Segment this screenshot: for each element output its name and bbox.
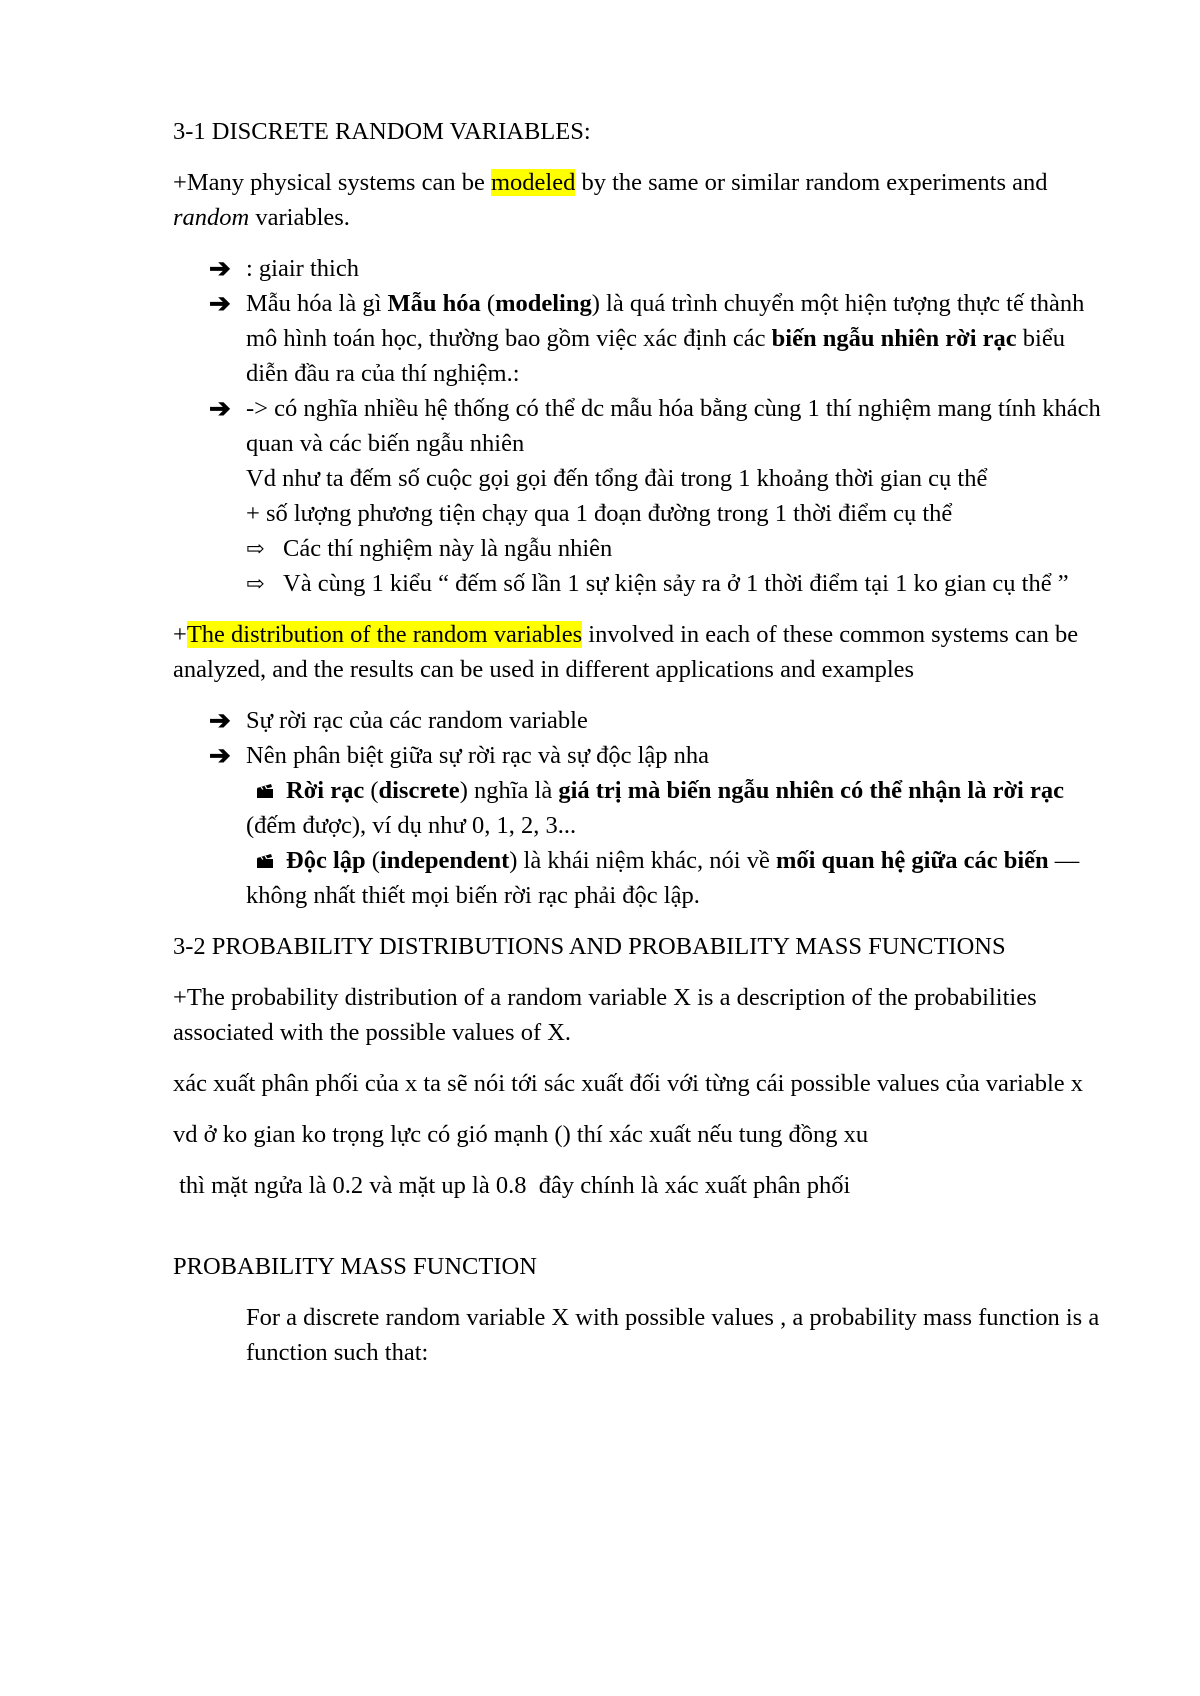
list-item-text: Sự rời rạc của các random variable — [246, 707, 588, 734]
text-run: ) là quá trình chuyển một hiện tượng thực tế thành mô hình toán học, thường bao gồm việc xác định các — [246, 290, 1085, 352]
text-run: ) là khái niệm khác, nói về — [509, 847, 776, 874]
list-continuation: Vd như ta đếm số cuộc gọi gọi đến tổng đài trong 1 khoảng thời gian cụ thể — [246, 465, 988, 492]
text-run: — không nhất thiết mọi biến rời rạc phải độc lập. — [246, 847, 1080, 909]
text-run: involved in each of these common systems can be analyzed, and the results can be used in different applications and examples — [173, 621, 1079, 683]
bold-text: independent — [379, 847, 510, 874]
list-item-text: Các thí nghiệm này là ngẫu nhiên — [283, 535, 613, 562]
paragraph-note-2: vd ở ko gian ko trọng lực có gió mạnh () thí xác xuất nếu tung đồng xu — [173, 1121, 869, 1148]
bold-text: giá trị mà biến ngẫu nhiên có thể nhận là rời rạc — [558, 777, 1064, 804]
section-heading-pmf: PROBABILITY MASS FUNCTION — [173, 1253, 537, 1280]
text-run: ( — [480, 290, 496, 317]
highlight-modeled: modeled — [490, 169, 576, 196]
text-run: +Many physical systems can be — [173, 169, 491, 196]
sub-list-item — [173, 566, 1103, 601]
document-content — [173, 114, 1103, 1386]
clapper-list-item — [173, 773, 1103, 843]
text-run: Mẫu hóa là gì — [246, 290, 388, 317]
italic-random: random — [173, 204, 250, 231]
text-run: ( — [364, 777, 379, 804]
section-heading-3-1: 3-1 DISCRETE RANDOM VARIABLES: — [173, 118, 591, 145]
list-item — [173, 251, 1103, 286]
bold-text: Rời rạc — [286, 777, 365, 804]
arrow-bullet-icon: ➔ — [209, 254, 231, 283]
hollow-arrow-bullet-icon: ⇨ — [246, 571, 265, 596]
list-item — [173, 286, 1103, 391]
clapperboard-icon — [256, 853, 274, 869]
text-run: by the same or similar random experiments and — [575, 169, 1048, 196]
text-run: ) nghĩa là — [459, 777, 559, 804]
arrow-bullet-icon: ➔ — [209, 706, 231, 735]
paragraph-note-3: thì mặt ngửa là 0.2 và mặt up là 0.8 đây chính là xác xuất phân phối — [173, 1172, 851, 1199]
list-item-text: : giair thich — [246, 255, 359, 282]
bold-text: biến ngẫu nhiên rời rạc — [771, 325, 1017, 352]
clapperboard-icon — [256, 783, 274, 799]
text-run: variables. — [249, 204, 350, 231]
bold-text: mối quan hệ giữa các biến — [775, 847, 1049, 874]
arrow-bullet-icon: ➔ — [209, 394, 231, 423]
list-item-text: Nên phân biệt giữa sự rời rạc và sự độc lập nha — [246, 742, 710, 769]
list-item-text: Và cùng 1 kiểu “ đếm số lần 1 sự kiện sảy ra ở 1 thời điểm tại 1 ko gian cụ thể ” — [283, 570, 1069, 597]
bold-text: Mẫu hóa — [387, 290, 481, 317]
paragraph-modeled — [173, 165, 1103, 235]
arrow-bullet-icon: ➔ — [209, 741, 231, 770]
arrow-list-2 — [173, 703, 1103, 913]
arrow-bullet-icon: ➔ — [209, 289, 231, 318]
sub-list-item — [173, 531, 1103, 566]
paragraph-probability-distribution: +The probability distribution of a random variable X is a description of the probabilities associated with the possible values of X. — [173, 984, 1037, 1046]
text-run: (đếm được), ví dụ như 0, 1, 2, 3... — [246, 812, 577, 839]
highlight-distribution: The distribution of the random variables — [186, 621, 583, 648]
list-item — [173, 703, 1103, 738]
section-heading-3-2: 3-2 PROBABILITY DISTRIBUTIONS AND PROBABILITY MASS FUNCTIONS — [173, 933, 1006, 960]
bold-text: Độc lập — [286, 847, 366, 874]
paragraph-distribution — [173, 617, 1103, 687]
hollow-arrow-bullet-icon: ⇨ — [246, 536, 265, 561]
text-run: ( — [365, 847, 380, 874]
list-continuation: + số lượng phương tiện chạy qua 1 đoạn đường trong 1 thời điểm cụ thể — [246, 500, 953, 527]
bold-text: discrete — [378, 777, 460, 804]
clapper-list-item — [173, 843, 1103, 913]
arrow-list-1 — [173, 251, 1103, 601]
bold-text: modeling — [495, 290, 592, 317]
paragraph-note-1: xác xuất phân phối của x ta sẽ nói tới sác xuất đối với từng cái possible values của variable x — [173, 1070, 1084, 1097]
spacer — [173, 1219, 1103, 1249]
list-item — [173, 738, 1103, 773]
text-run: biểu diễn đầu ra của thí nghiệm.: — [246, 325, 1065, 387]
text-run: + — [173, 621, 187, 648]
paragraph-pmf-definition: For a discrete random variable X with possible values , a probability mass function is a function such that: — [246, 1304, 1100, 1366]
list-item — [173, 391, 1103, 461]
list-item-text: -> có nghĩa nhiều hệ thống có thể dc mẫu hóa bằng cùng 1 thí nghiệm mang tính khách quan và các biến ngẫu nhiên — [246, 395, 1101, 457]
